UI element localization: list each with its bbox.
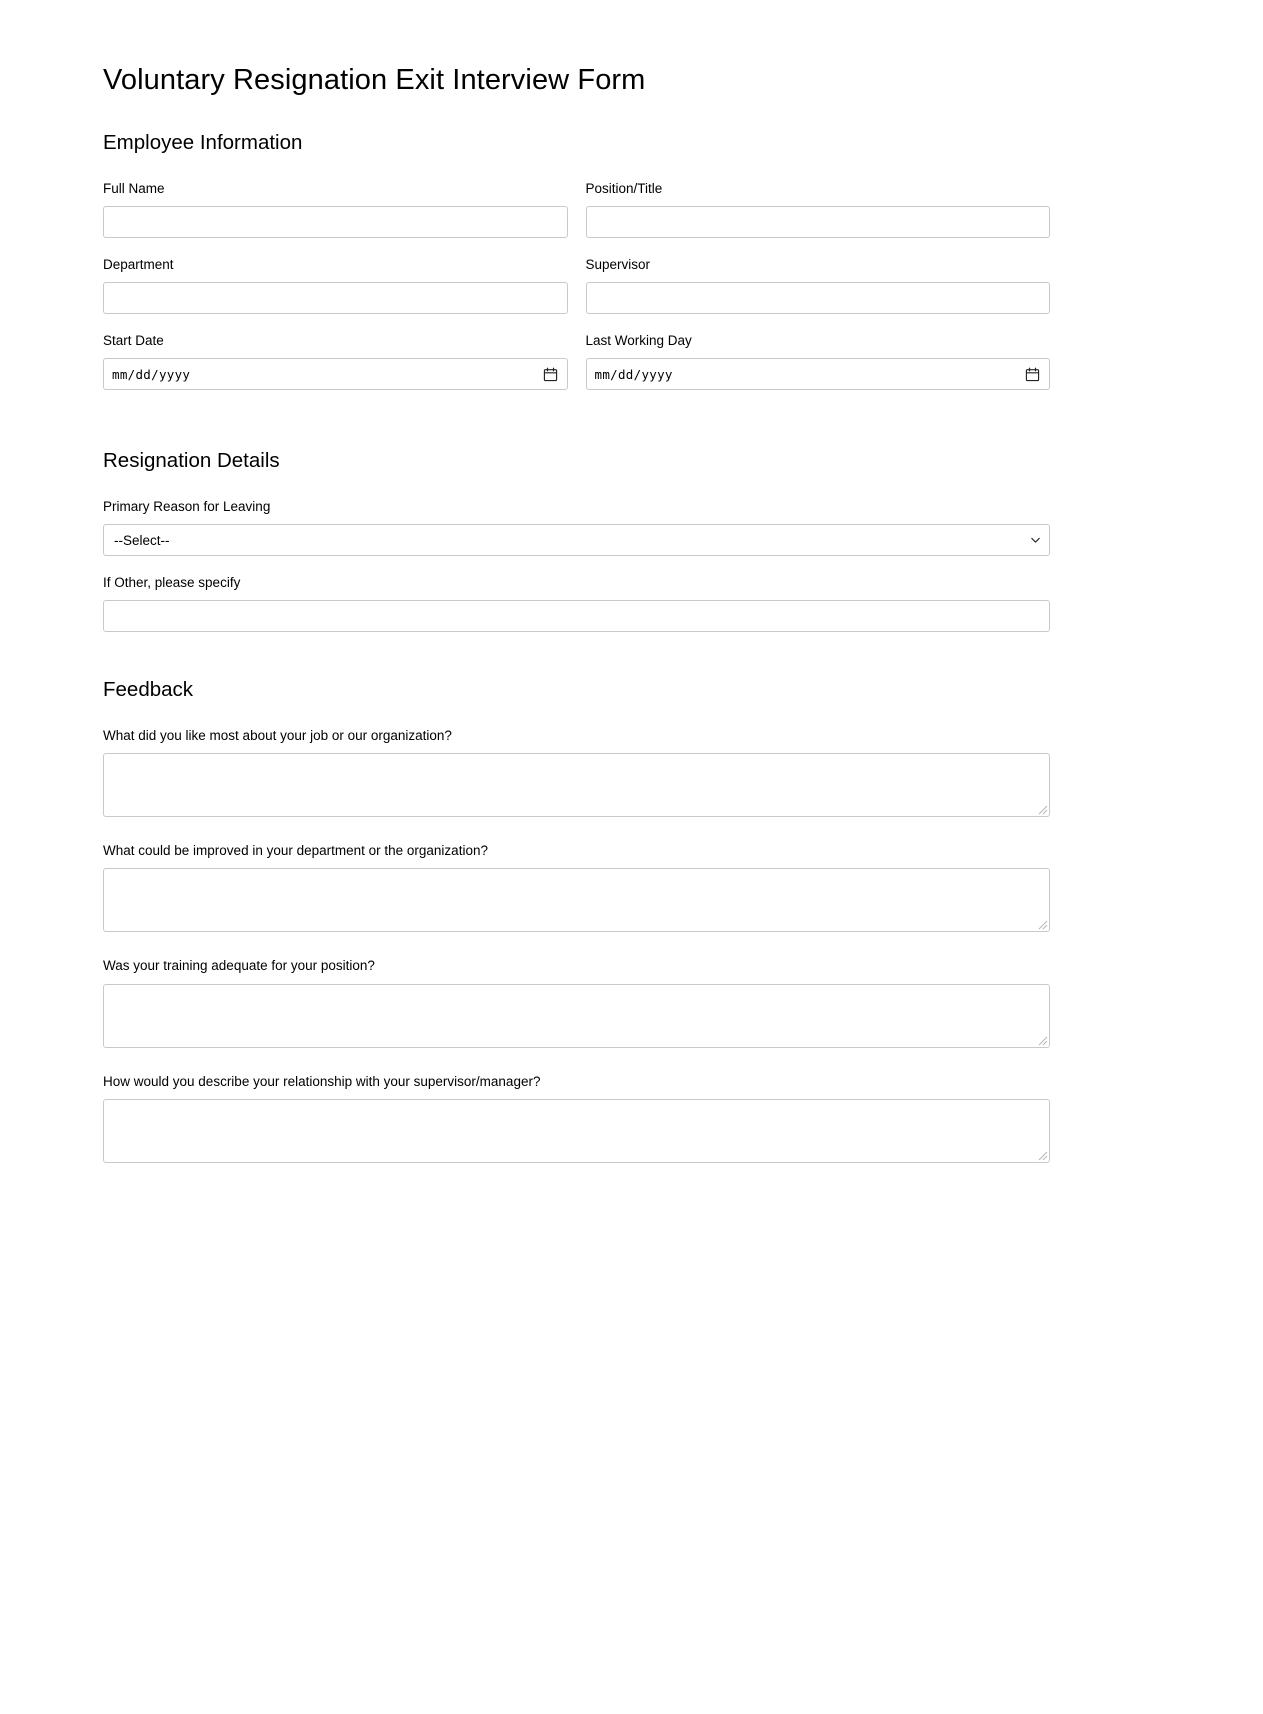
- label-feedback-improvements: What could be improved in your department or the organization?: [103, 843, 488, 859]
- field-start-date: [103, 333, 568, 390]
- chevron-down-icon[interactable]: [1030, 535, 1041, 546]
- field-other-reason: [103, 575, 1050, 632]
- field-feedback-liked-most: [103, 728, 1050, 817]
- resize-grip-icon[interactable]: [1035, 1148, 1048, 1161]
- label-start-date: Start Date: [103, 333, 164, 349]
- label-position-title: Position/Title: [585, 180, 663, 196]
- supervisor-input[interactable]: [586, 282, 1051, 314]
- calendar-icon[interactable]: [543, 367, 558, 382]
- calendar-icon[interactable]: [1025, 367, 1040, 382]
- feedback-liked-most-textarea[interactable]: [103, 753, 1050, 817]
- feedback-improvements-textarea[interactable]: [103, 868, 1050, 932]
- label-supervisor: Supervisor: [585, 257, 651, 273]
- department-input[interactable]: [103, 282, 568, 314]
- label-feedback-liked-most: What did you like most about your job or our organization?: [103, 727, 452, 743]
- section-resignation-details: [103, 449, 1050, 632]
- start-date-input[interactable]: [103, 358, 568, 390]
- employee-fields-grid: [103, 181, 1050, 410]
- feedback-supervisor-relationship-textarea[interactable]: [103, 1099, 1050, 1163]
- resize-grip-icon[interactable]: [1035, 802, 1048, 815]
- label-primary-reason: Primary Reason for Leaving: [103, 499, 271, 515]
- field-primary-reason: [103, 499, 1050, 556]
- label-other-reason: If Other, please specify: [103, 575, 241, 591]
- field-feedback-training: [103, 958, 1050, 1047]
- label-feedback-supervisor-relationship: How would you describe your relationship with your supervisor/manager?: [103, 1073, 541, 1089]
- full-name-input[interactable]: [103, 206, 568, 238]
- last-working-day-input[interactable]: [586, 358, 1051, 390]
- field-position-title: [586, 181, 1051, 238]
- label-feedback-training: Was your training adequate for your position?: [103, 958, 375, 974]
- field-last-working-day: [586, 333, 1051, 390]
- section-feedback: [103, 678, 1050, 1162]
- primary-reason-select[interactable]: [103, 524, 1050, 556]
- page-title: Voluntary Resignation Exit Interview Form: [103, 64, 646, 96]
- field-supervisor: [586, 257, 1051, 314]
- field-department: [103, 257, 568, 314]
- start-date-placeholder: mm/dd/yyyy: [112, 366, 191, 382]
- field-full-name: [103, 181, 568, 238]
- feedback-training-textarea[interactable]: [103, 984, 1050, 1048]
- resize-grip-icon[interactable]: [1035, 917, 1048, 930]
- last-working-day-placeholder: mm/dd/yyyy: [594, 366, 673, 382]
- label-full-name: Full Name: [103, 180, 165, 196]
- other-reason-input[interactable]: [103, 600, 1050, 632]
- section-heading-employee-information: Employee Information: [103, 131, 303, 155]
- primary-reason-selected-value: --Select--: [114, 532, 170, 548]
- field-feedback-supervisor-relationship: [103, 1074, 1050, 1163]
- label-last-working-day: Last Working Day: [585, 333, 692, 349]
- label-department: Department: [103, 257, 174, 273]
- resize-grip-icon[interactable]: [1035, 1033, 1048, 1046]
- section-heading-feedback: Feedback: [103, 678, 194, 702]
- field-feedback-improvements: [103, 843, 1050, 932]
- section-employee-information: [103, 131, 1050, 409]
- position-title-input[interactable]: [586, 206, 1051, 238]
- section-heading-resignation-details: Resignation Details: [103, 449, 280, 473]
